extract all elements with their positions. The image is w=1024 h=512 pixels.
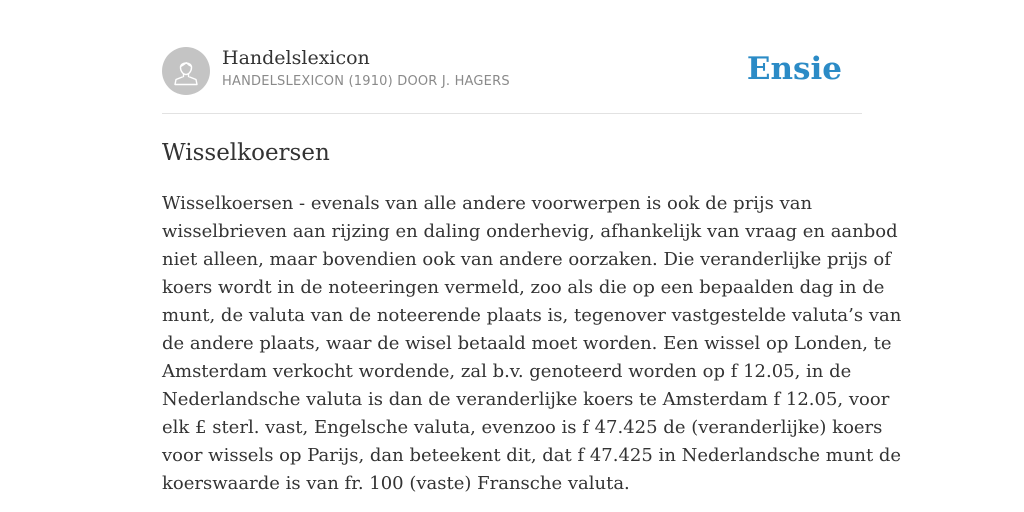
user-silhouette-icon <box>162 47 210 95</box>
article-line: Wisselkoersen - evenals van alle andere voorwerpen is ook de prijs van <box>162 193 813 214</box>
divider <box>162 113 862 114</box>
source-header <box>162 46 862 96</box>
article-body <box>162 190 902 498</box>
article-line: munt, de valuta van de noteerende plaats is, tegenover vastgestelde valuta’s van <box>162 305 902 326</box>
article-title: Wisselkoersen <box>162 140 330 166</box>
article-line: niet alleen, maar bovendien ook van andere oorzaken. Die veranderlijke prijs of <box>162 249 891 270</box>
source-name[interactable]: Handelslexicon <box>222 47 370 69</box>
article-line: koerswaarde is van fr. 100 (vaste) Fransche valuta. <box>162 473 630 494</box>
article-line: koers wordt in de noteeringen vermeld, zoo als die op een bepaalden dag in de <box>162 277 885 298</box>
article-line: Amsterdam verkocht wordende, zal b.v. genoteerd worden op f 12.05, in de <box>162 361 852 382</box>
article-line: de andere plaats, waar de wisel betaald moet worden. Een wissel op Londen, te <box>162 333 892 354</box>
source-subtitle: HANDELSLEXICON (1910) DOOR J. HAGERS <box>222 74 510 89</box>
article-line: voor wissels op Parijs, dan beteekent dit, dat f 47.425 in Nederlandsche munt de <box>162 445 902 466</box>
article-line: wisselbrieven aan rijzing en daling onderhevig, afhankelijk van vraag en aanbod <box>162 221 898 242</box>
article-line: elk £ sterl. vast, Engelsche valuta, evenzoo is f 47.425 de (veranderlijke) koers <box>162 417 883 438</box>
ensie-logo[interactable]: Ensie <box>746 51 842 87</box>
article-line: Nederlandsche valuta is dan de veranderlijke koers te Amsterdam f 12.05, voor <box>162 389 890 410</box>
avatar[interactable] <box>162 47 210 95</box>
